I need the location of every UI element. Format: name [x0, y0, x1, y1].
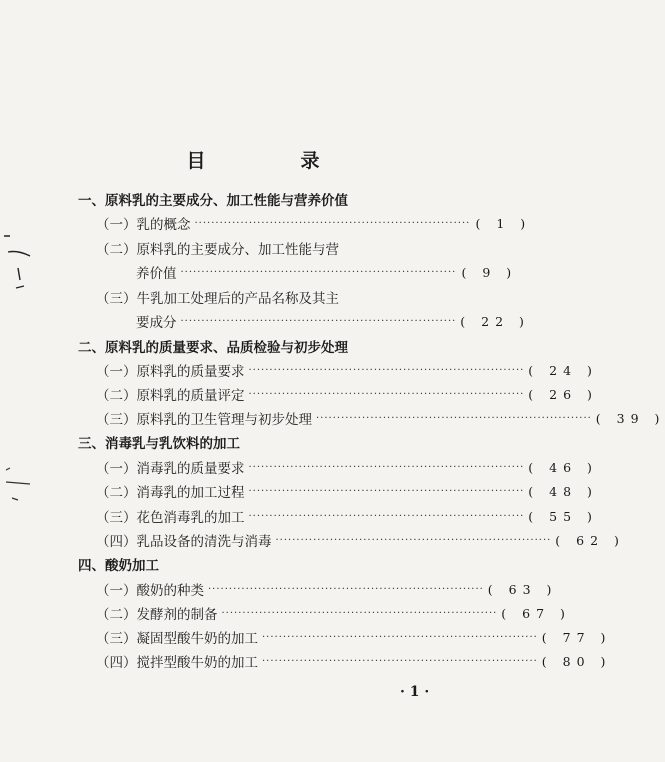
toc-entry — [96, 211, 532, 235]
toc-entry-text: （三）牛乳加工处理后的产品名称及其主 — [96, 291, 339, 307]
toc-page-number: ( 1 ) — [475, 215, 532, 231]
toc-entry — [96, 649, 612, 673]
toc-page-number: ( 9 ) — [461, 264, 518, 280]
toc-page-number: ( 63 ) — [487, 581, 558, 597]
toc-entry — [96, 285, 470, 309]
toc-entry-text: （一）酸奶的种类 — [96, 583, 204, 599]
toc-entry-text: （二）原料乳的主要成分、加工性能与营 — [96, 242, 339, 258]
toc-page-number: ( 46 ) — [528, 459, 598, 475]
toc-chapter-1 — [78, 187, 438, 211]
leader-dots: ·································································· — [248, 485, 525, 497]
toc-page-number: ( 55 ) — [528, 508, 598, 524]
toc-entry-continuation — [136, 309, 530, 333]
toc-page-number: ( 26 ) — [528, 386, 598, 402]
toc-entry-text: （三）凝固型酸牛奶的加工 — [96, 631, 258, 647]
toc-entry-text: （二）原料乳的质量评定 — [96, 388, 245, 404]
toc-entry — [96, 625, 612, 649]
toc-entry — [96, 406, 665, 430]
scan-marks — [0, 0, 60, 520]
toc-page-number: ( 22 ) — [460, 313, 530, 329]
toc-entry-text: （一）乳的概念 — [96, 217, 191, 233]
toc-entry — [96, 528, 625, 552]
toc-entry-text: （二）发酵剂的制备 — [96, 607, 218, 623]
toc-page-number: ( 62 ) — [555, 532, 625, 548]
toc-entry-text: 养价值 — [136, 266, 177, 282]
toc-entry-text: （三）花色消毒乳的加工 — [96, 510, 245, 526]
leader-dots: ·································································· — [180, 315, 457, 327]
toc-entry-text: （一）消毒乳的质量要求 — [96, 461, 245, 477]
leader-dots: ·································································· — [248, 388, 525, 400]
leader-dots: ·································································· — [221, 607, 498, 619]
toc-entry-continuation — [136, 260, 518, 284]
toc-page-number: ( 67 ) — [501, 605, 571, 621]
toc-page-number: ( 39 ) — [595, 410, 665, 426]
toc-page-number: ( 24 ) — [528, 362, 598, 378]
toc-chapter-4 — [78, 552, 438, 576]
toc-chapter-3 — [78, 430, 438, 454]
toc-entry-text: （三）原料乳的卫生管理与初步处理 — [96, 412, 312, 428]
leader-dots: ·································································· — [316, 412, 592, 424]
page-number: · 1 · — [400, 684, 430, 700]
toc-entry-text: 二、原料乳的质量要求、品质检验与初步处理 — [78, 340, 348, 356]
toc-entry — [96, 504, 598, 528]
toc-page-number: ( 80 ) — [541, 653, 612, 669]
toc-page-number: ( 77 ) — [541, 629, 612, 645]
toc-entry — [96, 455, 598, 479]
toc-entry — [96, 601, 571, 625]
toc-entry — [96, 358, 598, 382]
toc-entry-text: （四）搅拌型酸牛奶的加工 — [96, 655, 258, 671]
toc-entry-text: 三、消毒乳与乳饮料的加工 — [78, 436, 240, 452]
toc-chapter-2 — [78, 334, 438, 358]
leader-dots: ·································································· — [180, 266, 457, 278]
leader-dots: ·································································· — [262, 655, 538, 667]
toc-entry — [96, 236, 470, 260]
toc-entry — [96, 382, 598, 406]
toc-entry-text: 一、原料乳的主要成分、加工性能与营养价值 — [78, 193, 348, 209]
leader-dots: ·································································· — [248, 364, 525, 376]
toc-entry — [96, 479, 598, 503]
page-title: 目 录 — [186, 150, 358, 172]
leader-dots: ·································································· — [262, 631, 538, 643]
toc-entry-text: （二）消毒乳的加工过程 — [96, 485, 245, 501]
toc-page-number: ( 48 ) — [528, 483, 598, 499]
toc-entry-text: 四、酸奶加工 — [78, 558, 159, 574]
leader-dots: ·································································· — [194, 217, 471, 229]
leader-dots: ·································································· — [248, 510, 525, 522]
leader-dots: ·································································· — [208, 583, 484, 595]
toc-entry-text: （四）乳品设备的清洗与消毒 — [96, 534, 272, 550]
toc-entry-text: （一）原料乳的质量要求 — [96, 364, 245, 380]
toc-entry — [96, 577, 558, 601]
leader-dots: ·································································· — [275, 534, 552, 546]
toc-entry-text: 要成分 — [136, 315, 177, 331]
leader-dots: ·································································· — [248, 461, 525, 473]
